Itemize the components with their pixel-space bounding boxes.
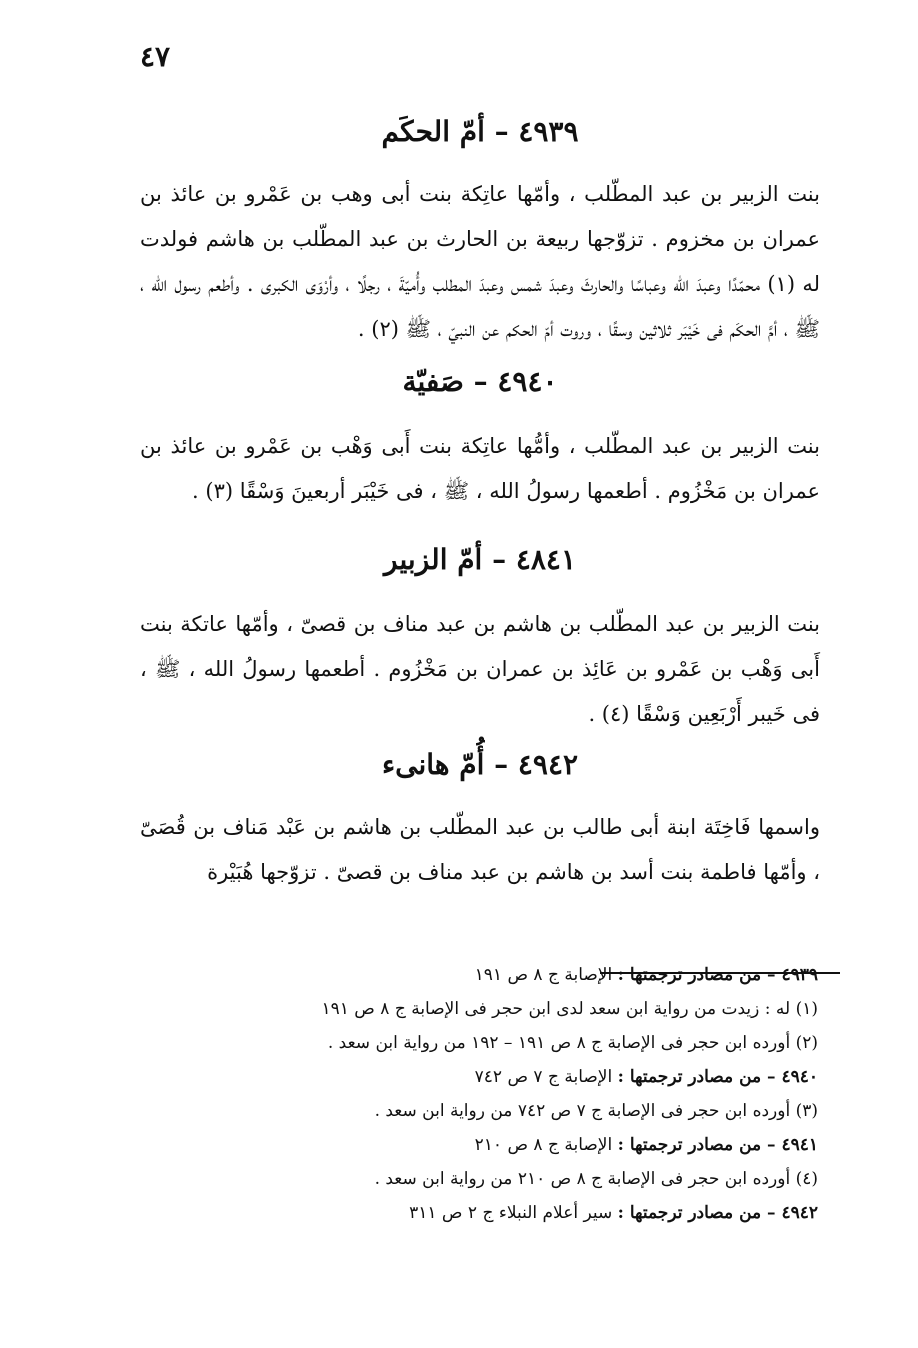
footnote-text: الإصابة ج ٨ ص ٢١٠ bbox=[474, 1135, 613, 1155]
footnote bbox=[140, 958, 818, 992]
source-label: ٤٩٤٢ – من مصادر ترجمتها : bbox=[617, 1203, 818, 1223]
entry-heading: ٤٩٤٢ – أُمّ هانىء bbox=[381, 748, 579, 781]
footnote bbox=[140, 1196, 818, 1230]
footnote bbox=[140, 992, 818, 1026]
footnote-text: (١) له : زيدت من رواية ابن سعد لدى ابن حجر فى الإصابة ج ٨ ص ١٩١ bbox=[321, 999, 818, 1019]
main-text bbox=[140, 112, 820, 895]
footnote-text: (٢) أورده ابن حجر فى الإصابة ج ٨ ص ١٩١ – ١٩٢ من رواية ابن سعد . bbox=[327, 1033, 818, 1053]
footnote bbox=[140, 1162, 818, 1196]
footnote-text: سير أعلام النبلاء ج ٢ ص ٣١١ bbox=[409, 1203, 613, 1223]
page-number: ٤٧ bbox=[140, 40, 171, 73]
entry-paragraph: بنت الزبير بن عبد المطّلب ، وأمّها عاتِكة بنت أبى وهب بن عَمْرو بن عائذ بن عمران بن مخزوم . تزوّجها ربيعة بن الحارث بن عبد المطّلب بن هاشم فولدت له (١) محمّدًا وعبدَ الله وعباسًا والحارثَ وعبدَ شمس وعبدَ المطلب وأُميّةَ ، رجلًا ، وأرْوَى الكبرى . وأطعم رسول الله ، ﷺ ، أمَّ الحكَم فى خَيْبَر ثلاثين وسقًا ، وروت أمّ الحكم عن النبيّ ، ﷺ (٢) . bbox=[140, 182, 820, 341]
footnote-text: (٣) أورده ابن حجر فى الإصابة ج ٧ ص ٧٤٢ من رواية ابن سعد . bbox=[374, 1101, 818, 1121]
footnote bbox=[140, 1094, 818, 1128]
footnote bbox=[140, 1128, 818, 1162]
footnote bbox=[140, 1026, 818, 1060]
footnote-text: الإصابة ج ٧ ص ٧٤٢ bbox=[474, 1067, 613, 1087]
source-label: ٤٩٣٩ – من مصادر ترجمتها : bbox=[617, 965, 818, 985]
footnote-text: الإصابة ج ٨ ص ١٩١ bbox=[474, 965, 613, 985]
entry-paragraph: واسمها فَاخِتَة ابنة أبى طالب بن عبد المطّلب بن هاشم بن عَبْد مَناف بن قُصَىّ ، وأمّها فاطمة بنت أسد بن هاشم بن عبد مناف بن قصىّ . تزوّجها هُبَيْرة bbox=[140, 815, 820, 884]
source-label: ٤٩٤٠ – من مصادر ترجمتها : bbox=[617, 1067, 818, 1087]
footnote-text: (٤) أورده ابن حجر فى الإصابة ج ٨ ص ٢١٠ من رواية ابن سعد . bbox=[374, 1169, 818, 1189]
entry-heading: ٤٩٤٠ – صَفيّة bbox=[402, 365, 558, 398]
entry-paragraph: بنت الزبير بن عبد المطّلب بن هاشم بن عبد مناف بن قصىّ ، وأمّها عاتكة بنت أَبى وَهْب بن عَمْرو بن عَائِذ بن عمران بن مَخْزُوم . أطعمها رسولُ الله ، ﷺ ، فى خَيبر أَرْبَعِين وَسْقًا (٤) . bbox=[140, 612, 820, 726]
footnote bbox=[140, 1060, 818, 1094]
entry-paragraph: بنت الزبير بن عبد المطّلب ، وأمُّها عاتِكة بنت أَبى وَهْب بن عَمْرو بن عائذ بن عمران بن مَخْزُوم . أطعمها رسولُ الله ، ﷺ ، فى خَيْبَر أربعينَ وَسْقًا (٣) . bbox=[140, 434, 820, 503]
entry-heading: ٤٨٤١ – أمّ الزبير bbox=[384, 543, 576, 576]
source-label: ٤٩٤١ – من مصادر ترجمتها : bbox=[617, 1135, 818, 1155]
footnotes bbox=[140, 958, 818, 1230]
entry-heading: ٤٩٣٩ – أمّ الحكَم bbox=[381, 115, 579, 148]
